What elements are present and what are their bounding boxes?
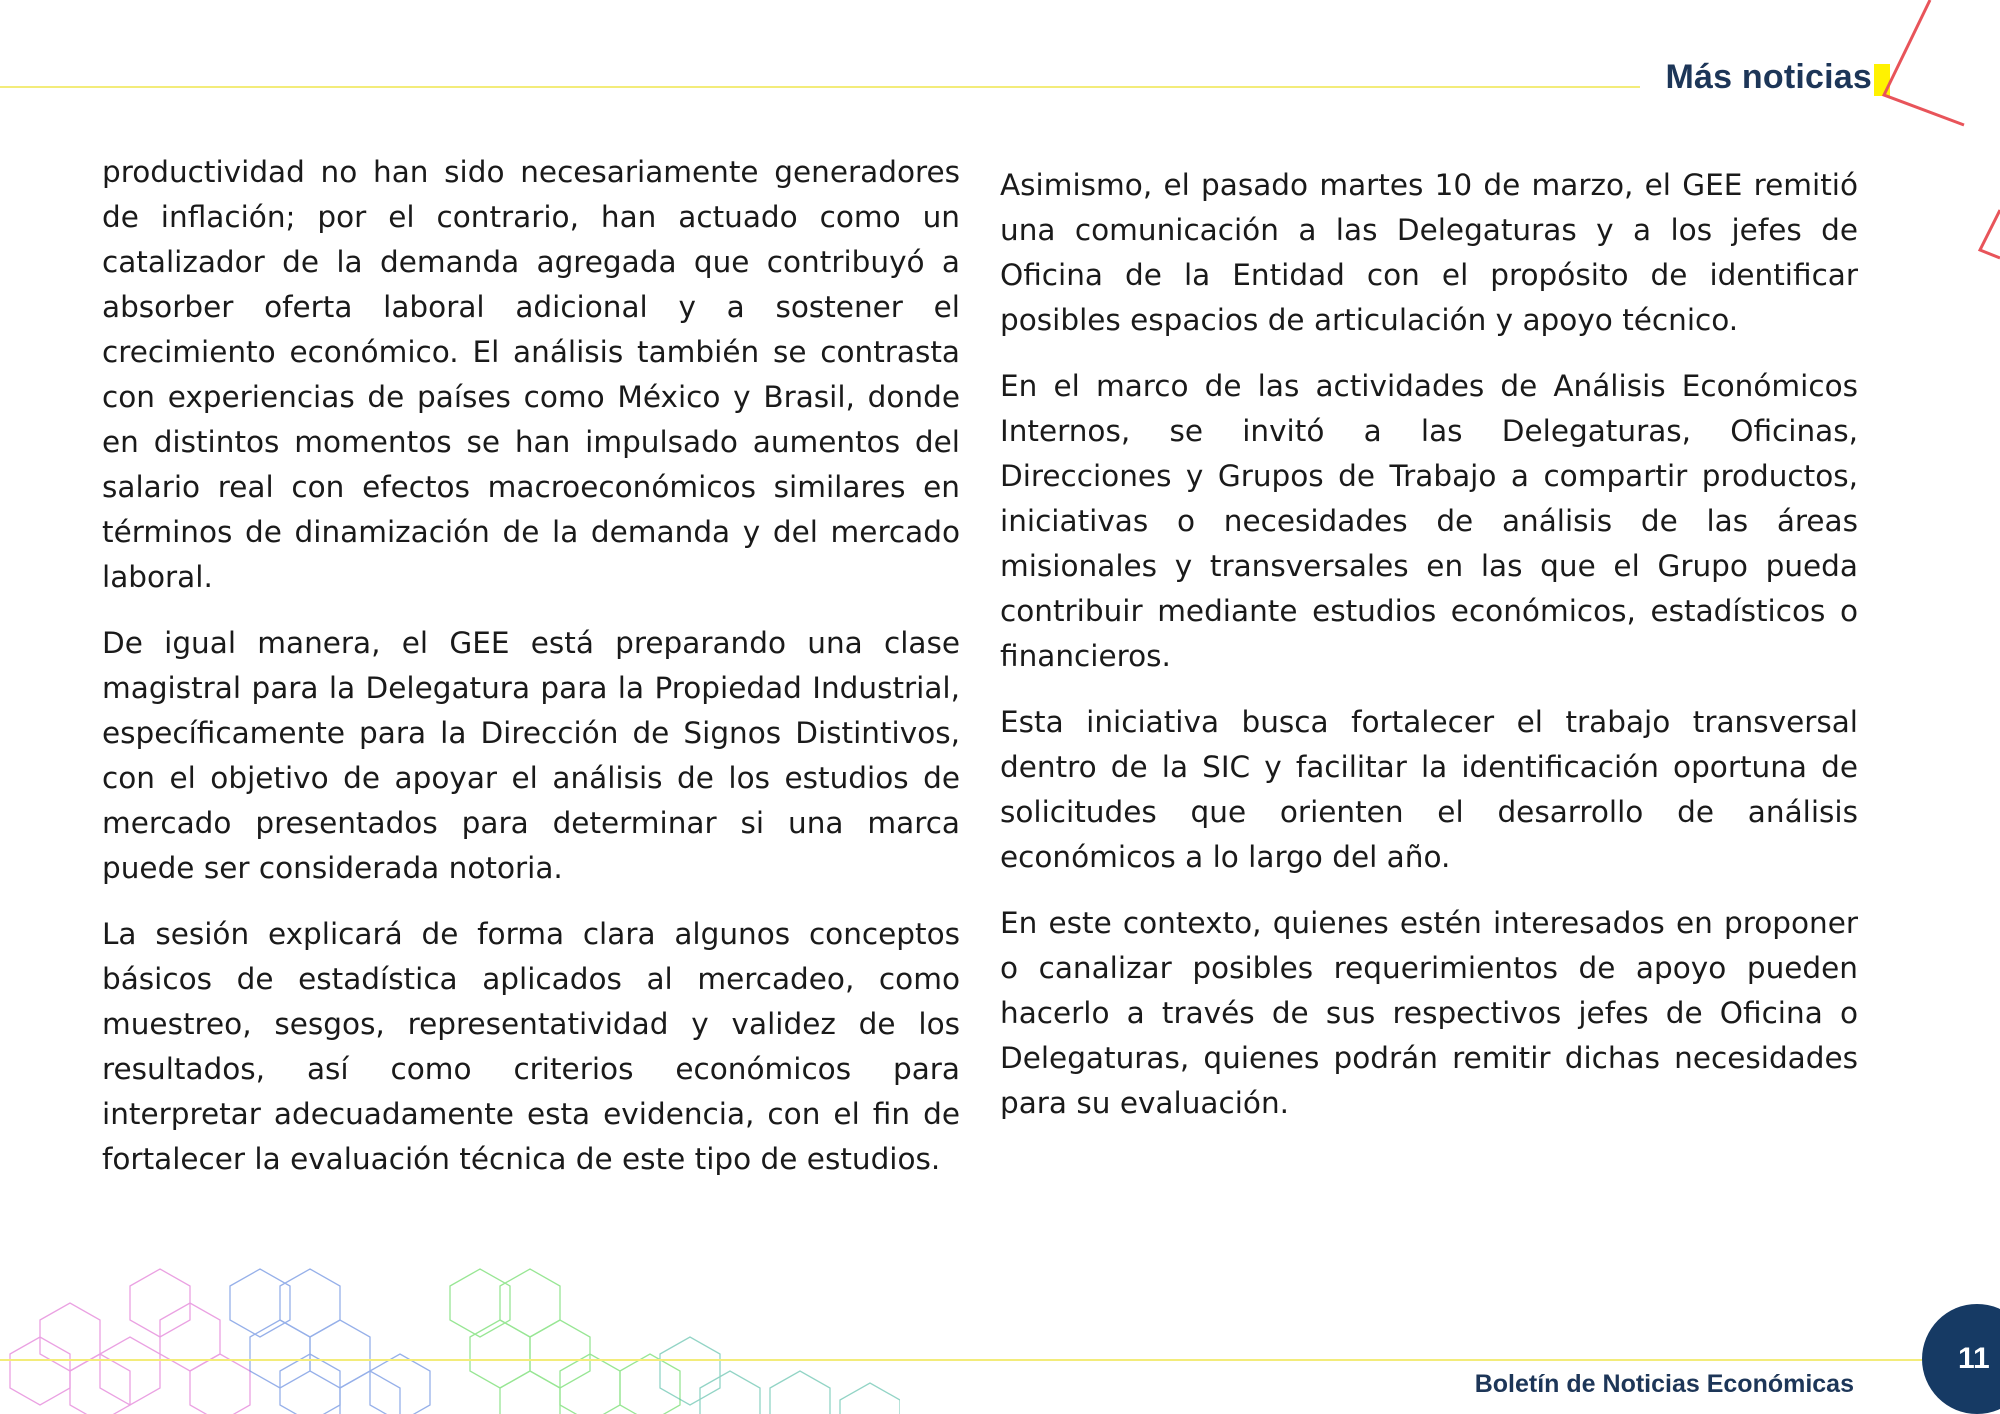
left-column (102, 150, 960, 1203)
right-column (1000, 163, 1858, 1147)
paragraph: Asimismo, el pasado martes 10 de marzo, el GEE remitió una comunicación a las Delegaturas y a los jefes de Oficina de la Entidad con el propósito de identificar posibles espacios de articulación y apoyo técnico. (1000, 168, 1858, 337)
paragraph: En el marco de las actividades de Análisis Económicos Internos, se invitó a las Delegaturas, Oficinas, Direcciones y Grupos de Trabajo a compartir productos, iniciativas o necesidades de análisis de las áreas misionales y transversales en las que el Grupo pueda contribuir mediante estudios económicos, estadísticos o financieros. (1000, 369, 1858, 673)
section-title: Más noticias (1665, 58, 1872, 96)
page-number-badge: 11 (1922, 1304, 2000, 1414)
publication-name: Boletín de Noticias Económicas (1474, 1370, 1854, 1398)
paragraph: Esta iniciativa busca fortalecer el trabajo transversal dentro de la SIC y facilitar la identificación oportuna de solicitudes que orienten el desarrollo de análisis económicos a lo largo del año. (1000, 705, 1858, 874)
footer-divider (0, 1359, 1922, 1361)
hexagon-pattern-icon (0, 1240, 900, 1414)
paragraph: La sesión explicará de forma clara algunos conceptos básicos de estadística aplicados al mercadeo, como muestreo, sesgos, representatividad y validez de los resultados, así como criterios económicos para interpretar adecuadamente esta evidencia, con el fin de fortalecer la evaluación técnica de este tipo de estudios. (102, 917, 960, 1176)
header-divider (0, 86, 1640, 88)
paragraph: productividad no han sido necesariamente generadores de inflación; por el contrario, han actuado como un catalizador de la demanda agregada que contribuyó a absorber oferta laboral adicional y a sostener el crecimiento económico. El análisis también se contrasta con experiencias de países como México y Brasil, donde en distintos momentos se han impulsado aumentos del salario real con efectos macroeconómicos similares en términos de dinamización de la demanda y del mercado laboral. (102, 155, 960, 594)
paragraph: De igual manera, el GEE está preparando una clase magistral para la Delegatura para la Propiedad Industrial, específicamente para la Dirección de Signos Distintivos, con el objetivo de apoyar el análisis de los estudios de mercado presentados para determinar si una marca puede ser considerada notoria. (102, 626, 960, 885)
paragraph: En este contexto, quienes estén interesados en proponer o canalizar posibles requerimientos de apoyo pueden hacerlo a través de sus respectivos jefes de Oficina o Delegaturas, quienes podrán remitir dichas necesidades para su evaluación. (1000, 906, 1858, 1120)
corner-decoration-icon (1880, 0, 2000, 280)
